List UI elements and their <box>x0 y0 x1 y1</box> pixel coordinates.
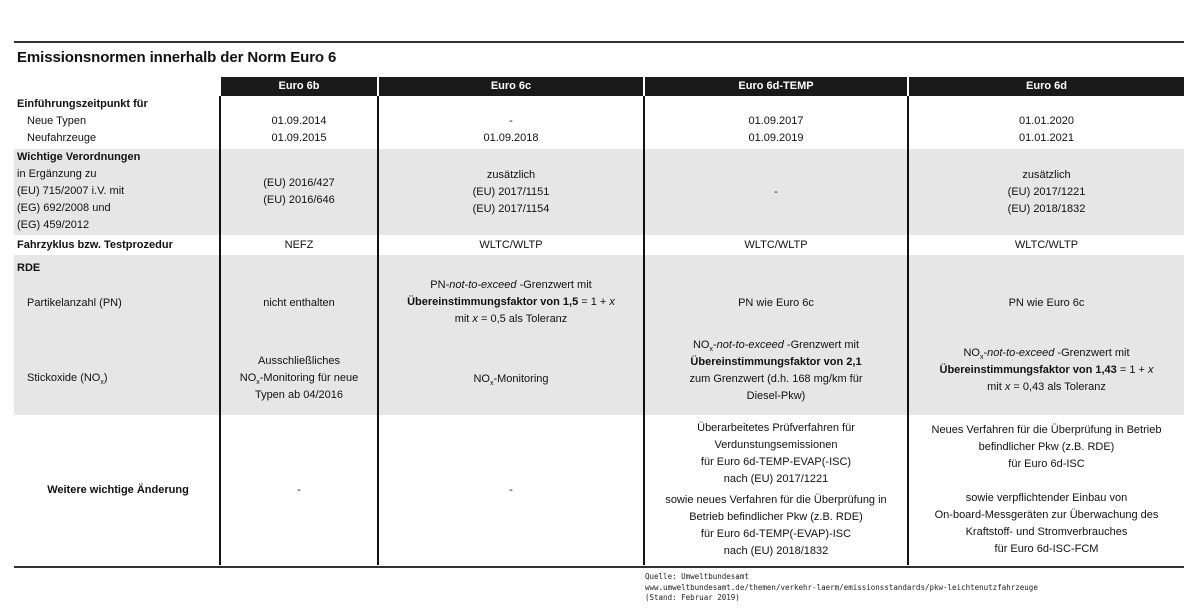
verordnungen-label-line: (EG) 692/2008 und <box>17 202 111 214</box>
rde-euro6c <box>377 255 643 415</box>
verordnungen-heading: Wichtige Verordnungen <box>17 151 141 163</box>
einfuehrung-euro6b <box>219 96 377 149</box>
verordnungen-euro6b <box>219 149 377 235</box>
weitere-euro6c: - <box>377 415 643 565</box>
fahrzyklus-euro6b: NEFZ <box>219 235 377 255</box>
bottom-rule <box>14 566 1184 568</box>
source-url[interactable]: www.umweltbundesamt.de/themen/verkehr-laerm/emissionsstandards/pkw-leichtenutzfahrzeuge <box>645 582 1038 592</box>
verordnung-line: - <box>774 185 778 198</box>
verordnungen-label-line: (EG) 459/2012 <box>17 219 90 231</box>
source-label: Quelle: Umweltbundesamt <box>645 572 749 581</box>
verordnung-line: (EU) 2017/1151 <box>472 185 550 198</box>
einfuehrung-euro6c <box>377 96 643 149</box>
nox-euro6b: Ausschließliches $NO_x$-Monitoring für neue Typen ab 04/2016 <box>239 355 359 401</box>
neue-typen-label: Neue Typen <box>27 115 87 127</box>
header-empty <box>14 77 219 96</box>
weitere-euro6d: Neues Verfahren für die Überprüfung in Betrieb befindlicher Pkw (z.B. RDE) für Euro 6d-ISC sowie verpflichtender Einbau von On-board-Messgeräten zur Überwachung des Kraftstoff- und Stromverbrauches für Euro 6d-ISC-FCM <box>907 415 1184 565</box>
fahrzyklus-euro6dtemp: WLTC/WLTP <box>643 235 907 255</box>
row-verordnungen <box>14 149 1184 235</box>
verordnung-line: (EU) 2016/427 <box>263 177 335 189</box>
verordnungen-euro6c <box>377 149 643 235</box>
rde-label <box>14 255 219 415</box>
page-title: Emissionsnormen innerhalb der Norm Euro 6 <box>17 49 337 66</box>
verordnungen-label-line: (EU) 715/2007 i.V. mit <box>17 185 125 197</box>
verordnungen-euro6d <box>907 149 1184 235</box>
einfuehrung-heading: Einführungszeitpunkt für <box>17 98 148 110</box>
row-fahrzyklus <box>14 235 1184 255</box>
emission-table <box>14 77 1184 565</box>
header-euro6b: Euro 6b <box>219 77 377 96</box>
weitere-euro6b: - <box>219 415 377 565</box>
verordnungen-label <box>14 149 219 235</box>
neue-typen-value: 01.01.2020 <box>1018 115 1075 127</box>
neufahrzeuge-value: 01.09.2015 <box>271 132 327 144</box>
pn-euro6b: nicht enthalten <box>263 297 335 309</box>
neufahrzeuge-label: Neufahrzeuge <box>27 132 97 144</box>
row-einfuehrung <box>14 96 1184 149</box>
einfuehrung-label <box>14 96 219 149</box>
source-note <box>645 572 1038 604</box>
nox-label: Stickoxide $(NO_x)$ <box>27 372 108 387</box>
nox-euro6dtemp: $NO_x-not-to$-exceed -Grenzwert mit Übereinstimmungsfaktor von 2,1 zum Grenzwert (d.h. 168 mg/km für Diesel-Pkw) <box>689 339 863 402</box>
source-stand: (Stand: Februar 2019) <box>645 593 740 602</box>
fahrzyklus-euro6d: WLTC/WLTP <box>907 235 1184 255</box>
pn-euro6c: PN-not-to-exceed -Grenzwert mit Übereinstimmungsfaktor von 1,5 = 1 + x mit x = 0,5 als Toleranz <box>407 279 615 325</box>
top-rule <box>14 41 1184 43</box>
verordnung-line: (EU) 2018/1832 <box>1007 202 1086 215</box>
nox-euro6d: $NO_x-not-to$-exceed -Grenzwert mit Übereinstimmungsfaktor von 1,43 = 1 + x mit x = 0,43 als Toleranz <box>939 347 1154 393</box>
verordnungen-euro6dtemp <box>643 149 907 235</box>
fahrzyklus-euro6c: WLTC/WLTP <box>377 235 643 255</box>
verordnung-line: zusätzlich <box>1022 168 1071 181</box>
nox-euro6c: $NO_x$-Monitoring <box>473 373 549 388</box>
verordnung-line: (EU) 2016/646 <box>263 194 335 206</box>
verordnung-line: (EU) 2017/1154 <box>472 202 550 215</box>
rde-heading: RDE <box>17 262 41 274</box>
verordnung-line: zusätzlich <box>486 168 536 181</box>
neufahrzeuge-value: 01.09.2018 <box>483 132 539 144</box>
header-euro6d: Euro 6d <box>907 77 1184 96</box>
row-weitere <box>14 415 1184 565</box>
row-rde <box>14 255 1184 415</box>
verordnungen-label-line: in Ergänzung zu <box>17 168 97 180</box>
fahrzyklus-label: Fahrzyklus bzw. Testprozedur <box>17 238 173 251</box>
pn-euro6dtemp: PN wie Euro 6c <box>738 297 814 309</box>
rde-euro6d <box>907 255 1184 415</box>
neufahrzeuge-value: 01.09.2019 <box>748 132 804 144</box>
einfuehrung-euro6dtemp <box>643 96 907 149</box>
weitere-label: Weitere wichtige Änderung <box>47 483 189 496</box>
rde-euro6b <box>219 255 377 415</box>
neue-typen-value: 01.09.2014 <box>271 115 327 127</box>
einfuehrung-euro6d <box>907 96 1184 149</box>
header-euro6c: Euro 6c <box>377 77 643 96</box>
neue-typen-value: - <box>509 115 513 127</box>
verordnung-line: (EU) 2017/1221 <box>1007 185 1086 198</box>
neue-typen-value: 01.09.2017 <box>748 115 804 127</box>
pn-euro6d: PN wie Euro 6c <box>1008 297 1085 309</box>
pn-label: Partikelanzahl (PN) <box>27 297 122 309</box>
rde-euro6dtemp <box>643 255 907 415</box>
header-row <box>14 77 1184 96</box>
weitere-euro6dtemp: Überarbeitetes Prüfverfahren für Verdunstungsemissionen für Euro 6d-TEMP-EVAP(-ISC) nach (EU) 2017/1221 sowie neues Verfahren für die Überprüfung in Betrieb befindlicher Pkw (z.B. RDE) für Euro 6d-TEMP(-EVAP)-ISC nach (EU) 2018/1832 <box>643 415 907 565</box>
neufahrzeuge-value: 01.01.2021 <box>1018 132 1075 144</box>
header-euro6dtemp: Euro 6d-TEMP <box>643 77 907 96</box>
